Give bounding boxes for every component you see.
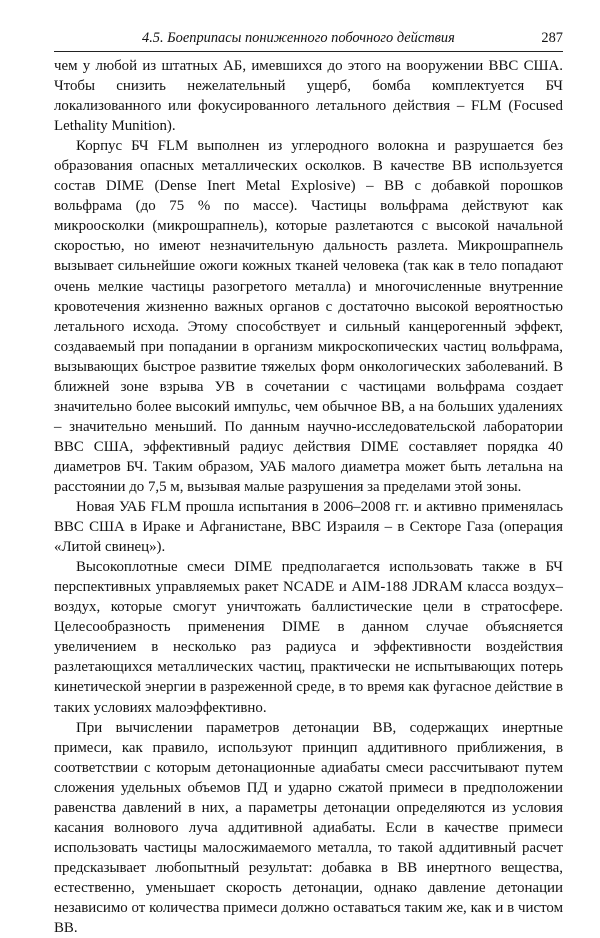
page-body bbox=[54, 56, 563, 938]
paragraph-flm-casing: Корпус БЧ FLM выполнен из углеродного волокна и разрушается без образования опасных металлических осколков. В качестве ВВ используется состав DIME (Dense Inert Metal Explosive) – ВВ с добавкой порошков вольфрама (до 75 % по массе). Частицы вольфрама действуют как микроосколки (микрошрапнель), которые разлетаются с высокой начальной скоростью, но имеют незначительную дальность разлета. Микрошрапнель вызывает сильнейшие ожоги кожных тканей человека (так как в тело попадают очень мелкие частицы разогретого металла) и многочисленные внутренние кровотечения жизненно важных органов с достаточно высокой вероятностью летального исхода. Этому способствует и сильный канцерогенный эффект, создаваемый при попадании в организм микроскопических частиц вольфрама, вызывающих быстрое развитие тяжелых форм онкологических заболеваний. В ближней зоне взрыва УВ в сочетании с частицами вольфрама создает значительно более высокий импульс, чем обычное ВВ, а на больших удалениях – значительно меньший. По данным научно-исследовательской лаборатории ВВС США, эффективный радиус действия DIME составляет порядка 40 диаметров БЧ. Таким образом, УАБ малого диаметра может быть летальна на расстоянии до 7,5 м, вызывая малые разрушения за пределами этой зоны. bbox=[54, 138, 563, 495]
paragraph-continuation: чем у любой из штатных АБ, имевшихся до этого на вооружении ВВС США. Чтобы снизить нежелательный ущерб, бомба комплектуется БЧ локализованного или фокусированного летального действия – FLM (Focused Lethality Munition). bbox=[54, 58, 563, 135]
paragraph-flm-testing: Новая УАБ FLM прошла испытания в 2006–2008 гг. и активно применялась ВВС США в Ираке и Афганистане, ВВС Израиля – в Секторе Газа (операция «Литой свинец»). bbox=[54, 499, 563, 556]
paragraph-detonation-parameters: При вычислении параметров детонации ВВ, содержащих инертные примеси, как правило, используют принцип аддитивного приближения, в соответствии с которым детонационные адиабаты смеси рассчитывают путем сложения удельных объемов ПД и ударно сжатой примеси в предположении равенства давлений в них, а параметры детонации определяются из условия касания волнового луча аддитивной адиабаты. Если в качестве примеси использовать частицы малосжимаемого металла, то такой аддитивный расчет предсказывает любопытный результат: добавка в ВВ инертного вещества, естественно, уменьшает скорость детонации, однако давление детонации независимо от количества примеси должно оставаться таким же, как и в чистом ВВ. bbox=[54, 719, 563, 937]
running-header bbox=[54, 30, 563, 52]
section-title: 4.5. Боеприпасы пониженного побочного действия bbox=[142, 30, 455, 46]
page-number: 287 bbox=[541, 30, 563, 46]
paragraph-dime-missiles: Высокоплотные смеси DIME предполагается использовать также в БЧ перспективных управляемых ракет NCADE и AIM-188 JDRAM класса воздух–воздух, которые смогут уничтожать баллистические цели в стратосфере. Целесообразность применения DIME в данном случае объясняется увеличением в несколько раз радиуса и эффективности воздействия разлетающихся металлических частиц, практически не испытывающих потерь кинетической энергии в разреженной среде, в то время как фугасное действие в таких условиях малоэффективно. bbox=[54, 559, 563, 716]
